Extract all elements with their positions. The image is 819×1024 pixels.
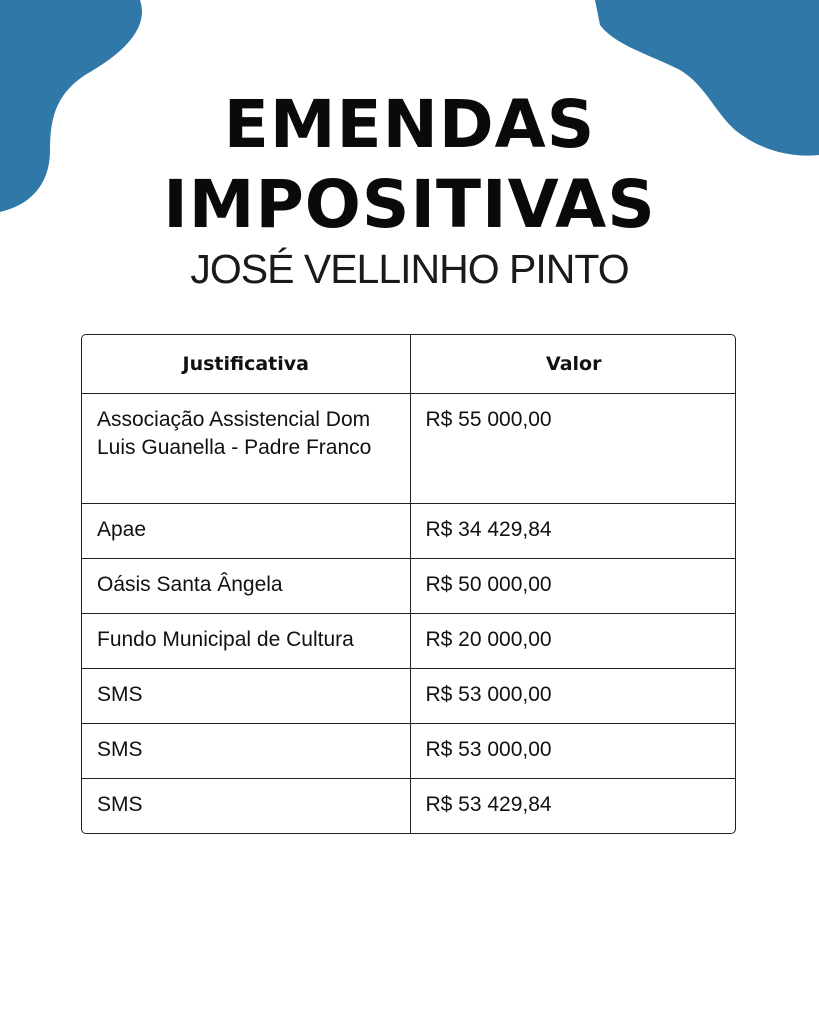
cell-justificativa: Oásis Santa Ângela [82, 559, 410, 614]
cell-valor: R$ 34 429,84 [410, 504, 736, 559]
cell-justificativa: Associação Assistencial Dom Luis Guanella - Padre Franco [82, 394, 410, 504]
table-row [82, 724, 736, 779]
table-header-row [82, 335, 736, 394]
table-row [82, 504, 736, 559]
table-row [82, 394, 736, 504]
cell-justificativa: Fundo Municipal de Cultura [82, 614, 410, 669]
page-subtitle: JOSÉ VELLINHO PINTO [190, 246, 629, 292]
cell-justificativa: Apae [82, 504, 410, 559]
emendas-table [81, 334, 736, 834]
cell-valor: R$ 55 000,00 [410, 394, 736, 504]
table-row [82, 779, 736, 834]
table-row [82, 614, 736, 669]
cell-valor: R$ 53 429,84 [425, 793, 552, 816]
table-row [82, 669, 736, 724]
cell-justificativa: SMS [82, 779, 410, 834]
cell-justificativa: SMS [82, 724, 410, 779]
cell-justificativa: SMS [82, 669, 410, 724]
cell-valor: R$ 53 000,00 [410, 669, 736, 724]
table-row [82, 559, 736, 614]
cell-valor: R$ 20 000,00 [410, 614, 736, 669]
column-header-valor: Valor [410, 335, 736, 394]
column-header-justificativa: Justificativa [82, 335, 410, 394]
page-title-line-1: EMENDAS [223, 86, 596, 163]
cell-valor: R$ 50 000,00 [410, 559, 736, 614]
cell-valor: R$ 53 000,00 [410, 724, 736, 779]
page-title-line-2: IMPOSITIVAS [163, 166, 656, 243]
